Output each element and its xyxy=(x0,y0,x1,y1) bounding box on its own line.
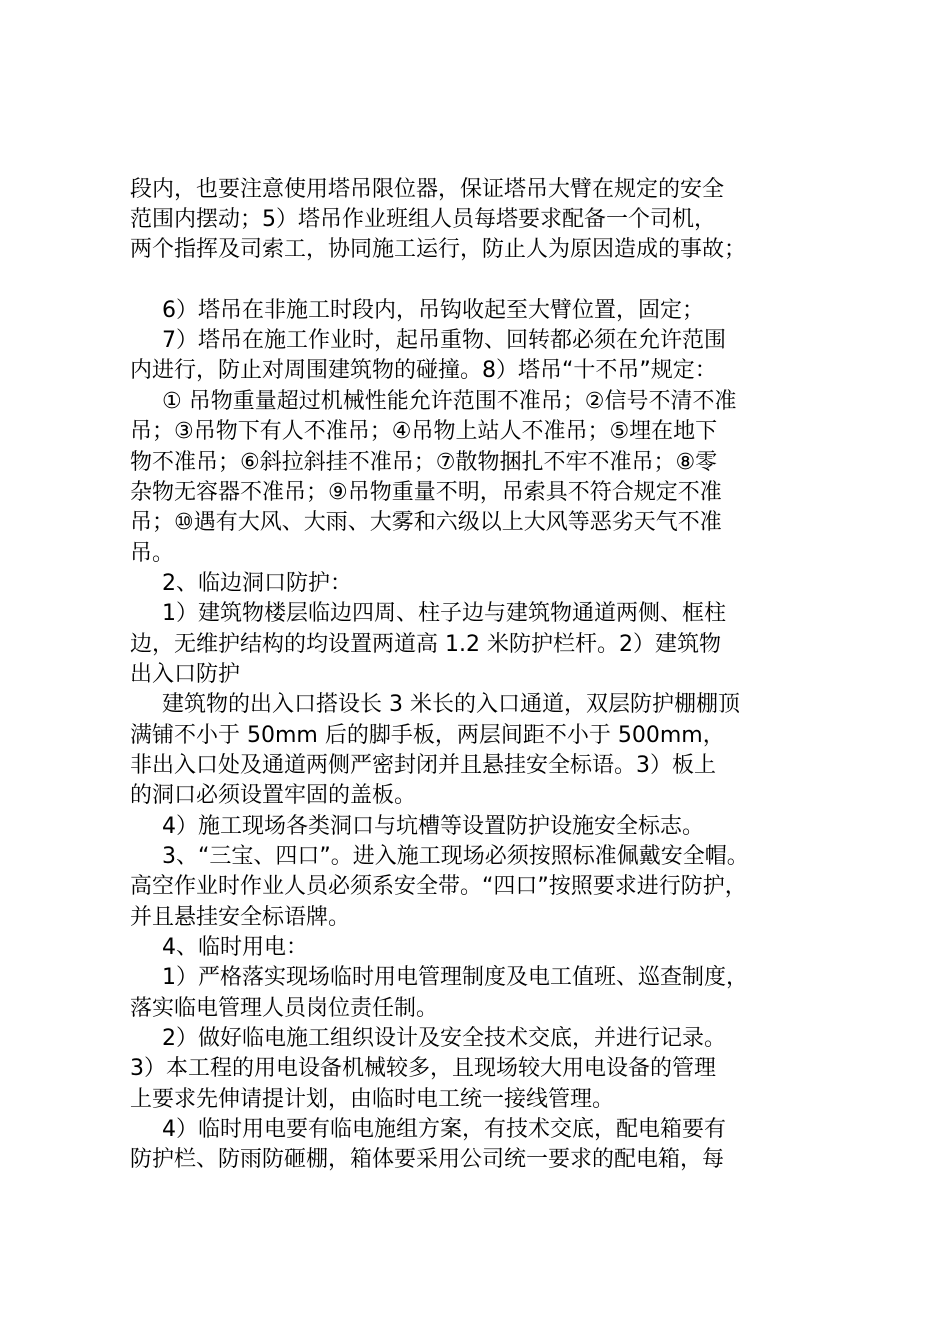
text-line: 上要求先伸请提计划，由临时电工统一接线管理。 xyxy=(130,1087,615,1112)
text-line: 3）本工程的用电设备机械较多，且现场较大用电设备的管理 xyxy=(130,1056,716,1081)
section-heading: 4、临时用电： xyxy=(162,935,308,960)
text-line: 杂物无容器不准吊；⑨吊物重量不明，吊索具不符合规定不准 xyxy=(130,480,722,505)
text-line: 满铺不小于 50mm 后的脚手板，两层间距不小于 500mm， xyxy=(130,723,725,748)
text-line: 的洞口必须设置牢固的盖板。 xyxy=(130,783,417,808)
text-line: 吊。 xyxy=(130,541,175,566)
text-line: 4）临时用电要有临电施组方案，有技术交底，配电箱要有 xyxy=(162,1117,726,1142)
text-line: 防护栏、防雨防砸棚，箱体要采用公司统一要求的配电箱，每 xyxy=(130,1147,725,1172)
text-line: 并且悬挂安全标语牌。 xyxy=(130,905,351,930)
text-line: 落实临电管理人员岗位责任制。 xyxy=(130,996,439,1021)
text-line: 6）塔吊在非施工时段内，吊钩收起至大臂位置，固定； xyxy=(162,298,704,323)
text-line: 高空作业时作业人员必须系安全带。“四口”按照要求进行防护， xyxy=(130,874,747,899)
section-heading: 2、临边洞口防护： xyxy=(162,571,352,596)
text-line: 边，无维护结构的均设置两道高 1.2 米防护栏杆。2）建筑物 xyxy=(130,632,721,657)
text-line: 4）施工现场各类洞口与坑槽等设置防护设施安全标志。 xyxy=(162,814,704,839)
text-line: 1）建筑物楼层临边四周、柱子边与建筑物通道两侧、框柱 xyxy=(162,601,726,626)
text-line: ① 吊物重量超过机械性能允许范围不准吊；②信号不清不准 xyxy=(162,389,737,414)
text-line: 2）做好临电施工组织设计及安全技术交底，并进行记录。 xyxy=(162,1026,726,1051)
section-heading: 3、“三宝、四口”。进入施工现场必须按照标准佩戴安全帽。 xyxy=(162,844,749,869)
text-line: 内进行，防止对周围建筑物的碰撞。8）塔吊“十不吊”规定： xyxy=(130,358,717,383)
text-line: 范围内摆动；5）塔吊作业班组人员每塔要求配备一个司机， xyxy=(130,207,716,232)
text-line: 段内，也要注意使用塔吊限位器，保证塔吊大臂在规定的安全 xyxy=(130,177,725,202)
text-line: 吊；③吊物下有人不准吊；④吊物上站人不准吊；⑤埋在地下 xyxy=(130,419,718,444)
text-line: 7）塔吊在施工作业时，起吊重物、回转都必须在允许范围 xyxy=(162,328,726,353)
text-line: 建筑物的出入口搭设长 3 米长的入口通道，双层防护棚棚顶 xyxy=(162,692,740,717)
text-line: 吊；⑩遇有大风、大雨、大雾和六级以上大风等恶劣天气不准 xyxy=(130,510,722,535)
text-line: 出入口防护 xyxy=(130,662,241,687)
text-line: 物不准吊；⑥斜拉斜挂不准吊；⑦散物捆扎不牢不准吊；⑧零 xyxy=(130,450,718,475)
text-line: 两个指挥及司索工，协同施工运行，防止人为原因造成的事故； xyxy=(130,237,747,262)
text-line: 非出入口处及通道两侧严密封闭并且悬挂安全标语。3）板上 xyxy=(130,753,716,778)
text-line: 1）严格落实现场临时用电管理制度及电工值班、巡查制度， xyxy=(162,965,748,990)
